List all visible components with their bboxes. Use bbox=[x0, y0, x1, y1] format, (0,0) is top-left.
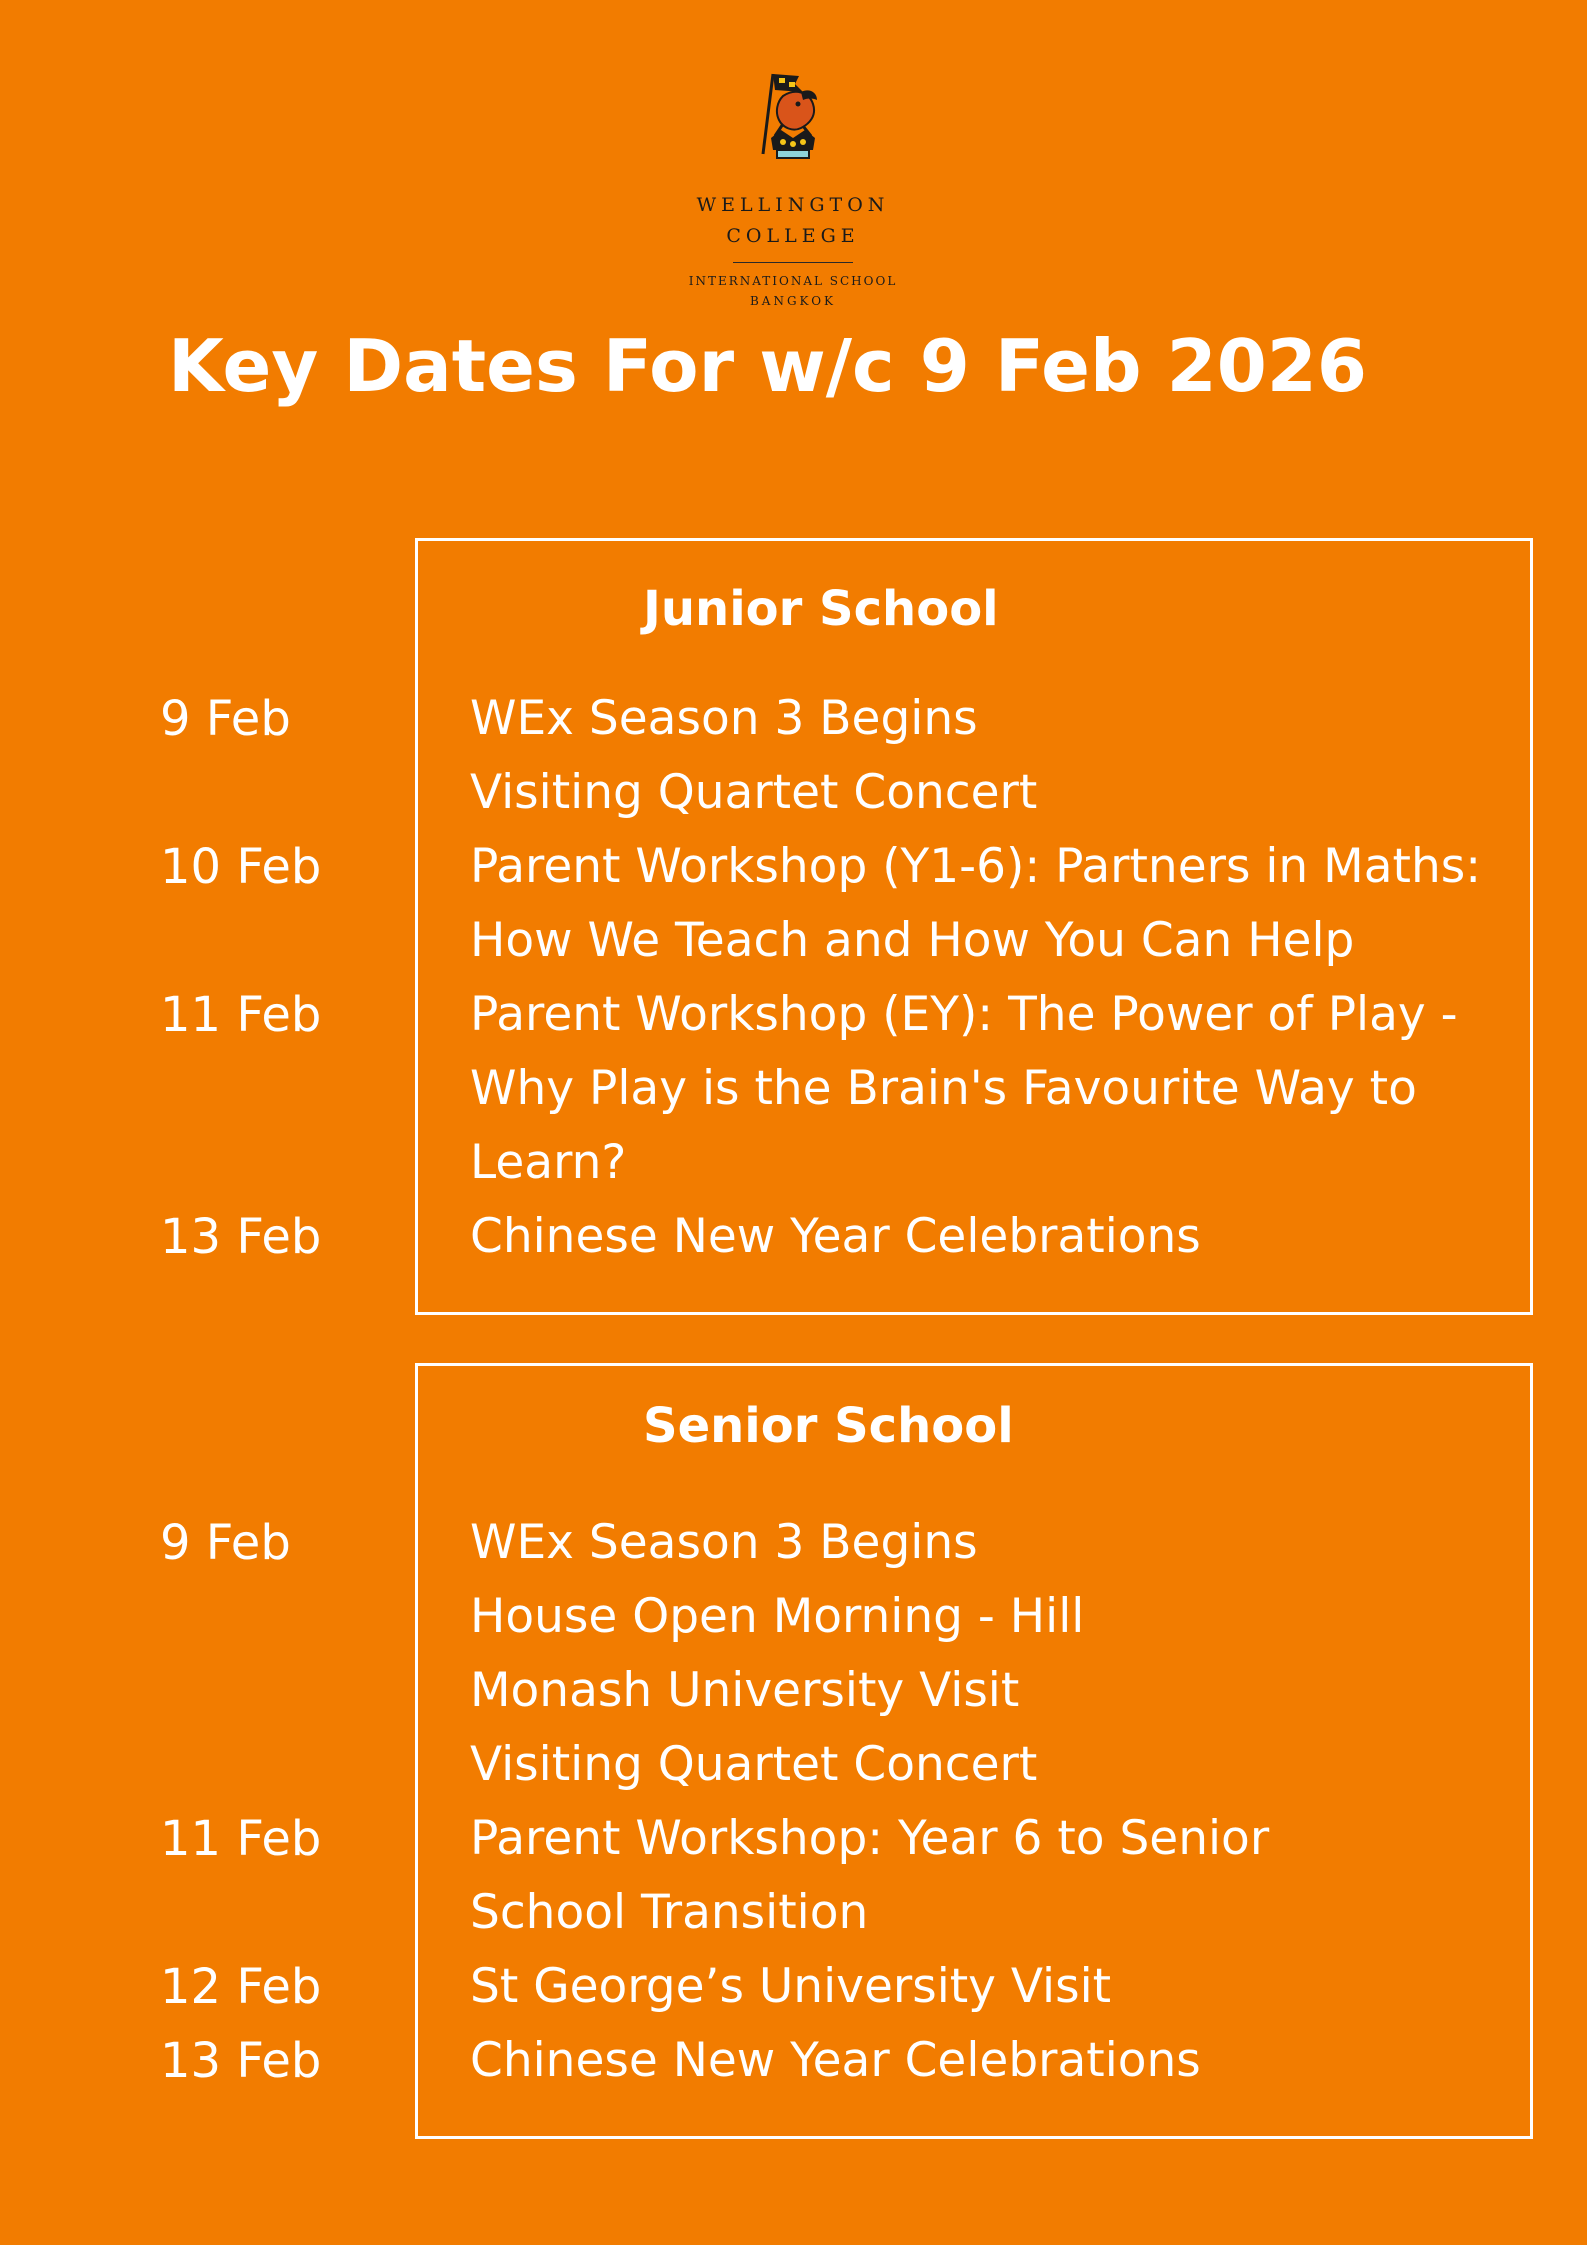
event-date: 11 Feb bbox=[160, 1811, 322, 1867]
event-title: Learn? bbox=[470, 1135, 627, 1190]
list-item bbox=[0, 830, 1587, 904]
list-item bbox=[0, 682, 1587, 756]
list-item bbox=[0, 1876, 1587, 1950]
list-item bbox=[0, 1654, 1587, 1728]
event-title: Visiting Quartet Concert bbox=[470, 1737, 1038, 1792]
event-date: 10 Feb bbox=[160, 839, 322, 895]
list-item bbox=[0, 1728, 1587, 1802]
list-item bbox=[0, 2024, 1587, 2098]
event-title: Parent Workshop (EY): The Power of Play - bbox=[470, 987, 1458, 1042]
page-title: Key Dates For w/c 9 Feb 2026 bbox=[168, 324, 1368, 408]
event-title: Parent Workshop (Y1-6): Partners in Maths: bbox=[470, 839, 1482, 894]
logo-line-2: COLLEGE bbox=[726, 225, 860, 247]
list-item bbox=[0, 904, 1587, 978]
senior-school-heading: Senior School bbox=[643, 1398, 1014, 1454]
list-item bbox=[0, 1126, 1587, 1200]
logo-line-1: WELLINGTON bbox=[696, 194, 890, 216]
event-date: 11 Feb bbox=[160, 987, 322, 1043]
event-title: St George’s University Visit bbox=[470, 1959, 1112, 2014]
event-title: WEx Season 3 Begins bbox=[470, 1515, 978, 1570]
event-title: WEx Season 3 Begins bbox=[470, 691, 978, 746]
list-item bbox=[0, 756, 1587, 830]
event-title: Chinese New Year Celebrations bbox=[470, 2033, 1201, 2088]
list-item bbox=[0, 1802, 1587, 1876]
logo-line-3: INTERNATIONAL SCHOOL bbox=[688, 274, 898, 288]
list-item bbox=[0, 1580, 1587, 1654]
event-title: Chinese New Year Celebrations bbox=[470, 1209, 1201, 1264]
event-title: House Open Morning - Hill bbox=[470, 1589, 1085, 1644]
junior-events-list bbox=[0, 682, 1587, 1274]
lion-crest-icon bbox=[743, 62, 843, 172]
list-item bbox=[0, 1506, 1587, 1580]
event-date: 12 Feb bbox=[160, 1959, 322, 2015]
event-title: Why Play is the Brain's Favourite Way to bbox=[470, 1061, 1417, 1116]
event-title: Visiting Quartet Concert bbox=[470, 765, 1038, 820]
junior-school-heading: Junior School bbox=[643, 581, 999, 637]
logo-divider bbox=[733, 262, 853, 263]
event-date: 9 Feb bbox=[160, 1515, 291, 1571]
list-item bbox=[0, 1052, 1587, 1126]
event-title: Monash University Visit bbox=[470, 1663, 1020, 1718]
list-item bbox=[0, 1950, 1587, 2024]
senior-events-list bbox=[0, 1506, 1587, 2098]
event-date: 13 Feb bbox=[160, 1209, 322, 1265]
event-title: How We Teach and How You Can Help bbox=[470, 913, 1355, 968]
event-date: 9 Feb bbox=[160, 691, 291, 747]
list-item bbox=[0, 978, 1587, 1052]
event-title: Parent Workshop: Year 6 to Senior bbox=[470, 1811, 1270, 1866]
event-title: School Transition bbox=[470, 1885, 869, 1940]
school-logo bbox=[655, 62, 931, 317]
event-date: 13 Feb bbox=[160, 2033, 322, 2089]
logo-line-4: BANGKOK bbox=[749, 294, 836, 308]
list-item bbox=[0, 1200, 1587, 1274]
